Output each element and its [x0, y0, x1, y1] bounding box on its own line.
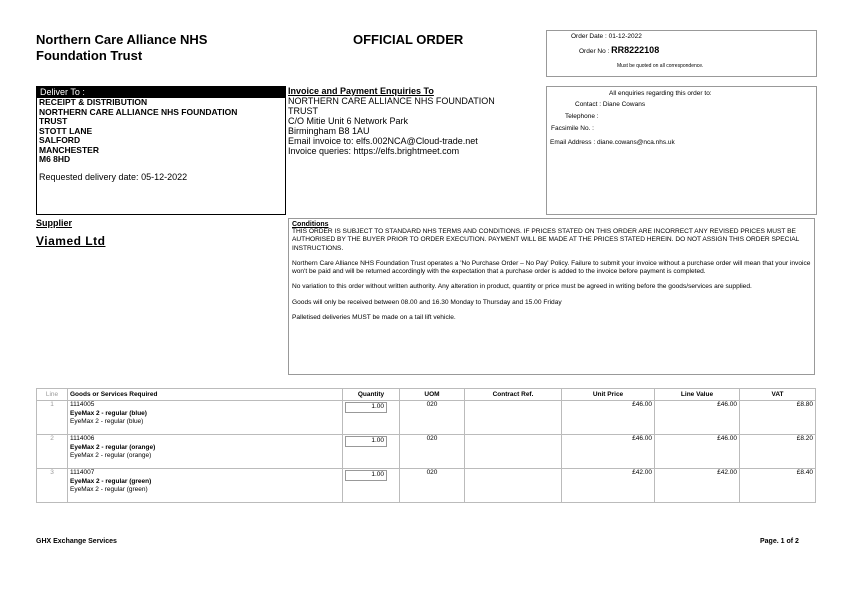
fax-row — [551, 125, 594, 132]
supplier-name: Viamed Ltd — [36, 234, 106, 248]
condition-paragraph: Palletised deliveries MUST be made on a tail lift vehicle. — [292, 314, 456, 322]
order-date-value: 01-12-2022 — [608, 33, 642, 40]
col-line: Line — [37, 389, 68, 401]
footer-service-name: GHX Exchange Services — [36, 538, 117, 545]
order-items-table — [36, 388, 816, 503]
line-number: 2 — [37, 435, 68, 469]
uom-cell: 020 — [400, 435, 465, 469]
email-value: diane.cowans@nca.nhs.uk — [596, 139, 675, 146]
vat-cell: £8.40 — [740, 469, 816, 503]
invoice-line: TRUST — [288, 106, 318, 116]
contract-ref-cell — [465, 469, 562, 503]
organisation-name-line1: Northern Care Alliance NHS — [36, 32, 208, 47]
contract-ref-cell — [465, 435, 562, 469]
table-row — [37, 469, 816, 503]
col-vat: VAT — [740, 389, 816, 401]
invoice-queries: Invoice queries: https://elfs.brightmeet.com — [288, 146, 460, 156]
uom-cell: 020 — [400, 469, 465, 503]
invoice-email: Email invoice to: elfs.002NCA@Cloud-trade.net — [288, 136, 478, 146]
col-uom: UOM — [400, 389, 465, 401]
col-goods: Goods or Services Required — [68, 389, 343, 401]
line-value-cell: £42.00 — [655, 469, 740, 503]
invoice-line: C/O Mitie Unit 6 Network Park — [288, 116, 409, 126]
product-code: 1114007 — [70, 469, 95, 476]
quote-note: Must be quoted on all correspondence. — [617, 63, 704, 69]
col-unit-price: Unit Price — [562, 389, 655, 401]
line-number: 1 — [37, 401, 68, 435]
contact-label: Contact : — [575, 101, 602, 108]
quantity-value: 1.00 — [345, 470, 387, 481]
order-number-label: Order No : — [579, 48, 610, 55]
address-line: SALFORD — [39, 135, 81, 145]
product-description-secondary: EyeMax 2 - regular (orange) — [70, 452, 152, 459]
organisation-name-line2: Foundation Trust — [36, 48, 143, 63]
order-meta-box — [546, 30, 817, 77]
goods-cell — [68, 469, 343, 503]
uom-cell: 020 — [400, 401, 465, 435]
invoice-enquiries — [288, 86, 544, 213]
line-number: 3 — [37, 469, 68, 503]
conditions-box — [288, 218, 815, 375]
contact-row — [575, 101, 645, 108]
enquiries-note: All enquiries regarding this order to: — [609, 90, 712, 97]
order-number — [579, 45, 659, 55]
order-date — [571, 33, 642, 40]
product-description-secondary: EyeMax 2 - regular (blue) — [70, 418, 144, 425]
contact-box — [546, 86, 817, 215]
address-line: TRUST — [39, 116, 68, 126]
quantity-cell — [343, 469, 400, 503]
order-date-label: Order Date : — [571, 33, 607, 40]
condition-paragraph: No variation to this order without written authority. Any alteration in product, quantity or price must be agreed in writing before the goods/services are supplied. — [292, 283, 752, 291]
goods-cell — [68, 435, 343, 469]
invoice-line: NORTHERN CARE ALLIANCE NHS FOUNDATION — [288, 96, 495, 106]
contact-value: Diane Cowans — [602, 101, 646, 108]
product-description: EyeMax 2 - regular (green) — [70, 477, 152, 485]
supplier-heading: Supplier — [36, 218, 73, 228]
table-row — [37, 401, 816, 435]
order-number-value: RR8222108 — [611, 45, 660, 55]
goods-cell — [68, 401, 343, 435]
contract-ref-cell — [465, 401, 562, 435]
quantity-cell — [343, 435, 400, 469]
product-description: EyeMax 2 - regular (orange) — [70, 443, 156, 451]
vat-cell: £8.80 — [740, 401, 816, 435]
quantity-value: 1.00 — [345, 436, 387, 447]
table-row — [37, 435, 816, 469]
email-row — [550, 139, 675, 146]
condition-paragraph: THIS ORDER IS SUBJECT TO STANDARD NHS TERMS AND CONDITIONS. IF PRICES STATED ON THIS ORDER ARE INCORRECT ANY REVISED PRICES MUST BE AUTHORISED BY THE BUYER PRIOR TO ORDER EXECUTION. PAYMENT WILL BE MADE AT THE PRICES STATED HEREIN. DO NOT ASSIGN THIS ORDER SPECIAL INSTRUCTIONS. — [292, 228, 800, 252]
telephone-label: Telephone : — [565, 113, 599, 120]
address-line: M6 8HD — [39, 154, 71, 164]
product-description-secondary: EyeMax 2 - regular (green) — [70, 486, 148, 493]
product-code: 1114005 — [70, 401, 95, 408]
product-description: EyeMax 2 - regular (blue) — [70, 409, 147, 417]
line-value-cell: £46.00 — [655, 435, 740, 469]
col-contract-ref: Contract Ref. — [465, 389, 562, 401]
vat-cell: £8.20 — [740, 435, 816, 469]
requested-delivery-date: Requested delivery date: 05-12-2022 — [39, 171, 188, 182]
quantity-cell — [343, 401, 400, 435]
address-line: MANCHESTER — [39, 144, 99, 155]
unit-price-cell: £46.00 — [562, 435, 655, 469]
col-line-value: Line Value — [655, 389, 740, 401]
email-label: Email Address : — [550, 139, 596, 146]
condition-paragraph: Goods will only be received between 08.00 and 16.30 Monday to Thursday and 15.00 Friday — [292, 298, 562, 306]
deliver-to-box — [36, 86, 286, 215]
document-title: OFFICIAL ORDER — [353, 32, 464, 47]
address-line: RECEIPT & DISTRIBUTION — [39, 97, 148, 107]
product-code: 1114006 — [70, 435, 95, 442]
quantity-value: 1.00 — [345, 402, 387, 413]
line-value-cell: £46.00 — [655, 401, 740, 435]
invoice-heading: Invoice and Payment Enquiries To — [288, 86, 434, 96]
organisation-name — [36, 32, 207, 64]
deliver-to-heading: Deliver To : — [37, 87, 285, 98]
unit-price-cell: £46.00 — [562, 401, 655, 435]
col-quantity: Quantity — [343, 389, 400, 401]
condition-paragraph: Northern Care Alliance NHS Foundation Trust operates a 'No Purchase Order – No Pay' Policy. Failure to submit your invoice without a purchase order will mean that your invoice won't be paid and will be returned accordingly with the expectation that a purchase order is added to the invoice before payment is completed. — [292, 259, 811, 276]
invoice-line: Birmingham B8 1AU — [288, 126, 370, 136]
conditions-heading: Conditions — [292, 221, 329, 228]
fax-label: Facsimile No. : — [551, 125, 594, 132]
deliver-address — [37, 98, 285, 182]
table-header-row — [37, 389, 816, 401]
address-line: NORTHERN CARE ALLIANCE NHS FOUNDATION — [39, 106, 238, 117]
address-line: STOTT LANE — [39, 125, 93, 136]
unit-price-cell: £42.00 — [562, 469, 655, 503]
page-number: Page. 1 of 2 — [760, 538, 799, 545]
telephone-row — [565, 113, 599, 120]
